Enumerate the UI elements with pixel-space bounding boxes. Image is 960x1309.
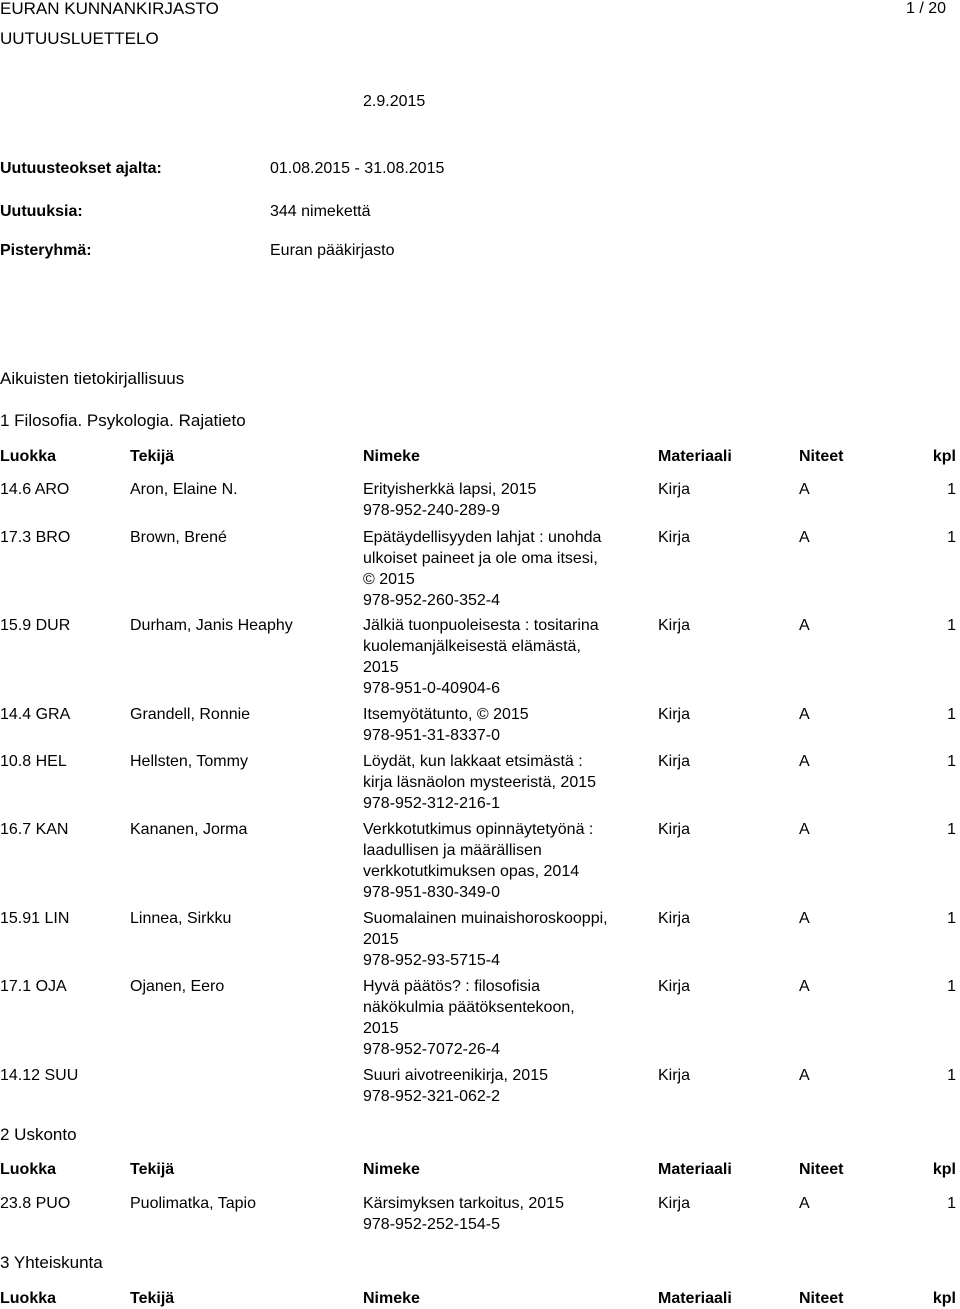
report-date: 2.9.2015 bbox=[363, 93, 426, 110]
row-tekija: Kananen, Jorma bbox=[130, 821, 248, 838]
row-tekija: Hellsten, Tommy bbox=[130, 753, 248, 770]
group-value: Euran pääkirjasto bbox=[270, 242, 395, 259]
category-title: 2 Uskonto bbox=[0, 1125, 77, 1144]
row-tekija: Linnea, Sirkku bbox=[130, 910, 232, 927]
col-tekija: Tekijä bbox=[130, 1290, 175, 1307]
row-kpl: 1 bbox=[947, 529, 956, 546]
col-niteet: Niteet bbox=[799, 448, 844, 465]
row-niteet: A bbox=[799, 529, 810, 546]
row-materiaali: Kirja bbox=[658, 821, 691, 838]
row-tekija: Puolimatka, Tapio bbox=[130, 1195, 256, 1212]
col-niteet: Niteet bbox=[799, 1161, 844, 1178]
row-nimeke: Jälkiä tuonpuoleisesta : tositarina kuolemanjälkeisestä elämästä, 2015 978-951-0-40904-6 bbox=[363, 617, 599, 697]
row-materiaali: Kirja bbox=[658, 706, 691, 723]
row-luokka: 17.1 OJA bbox=[0, 978, 67, 995]
row-luokka: 23.8 PUO bbox=[0, 1195, 71, 1212]
row-niteet: A bbox=[799, 1067, 810, 1084]
row-materiaali: Kirja bbox=[658, 753, 691, 770]
section-title: Aikuisten tietokirjallisuus bbox=[0, 369, 185, 388]
row-nimeke: Erityisherkkä lapsi, 2015 978-952-240-289-9 bbox=[363, 481, 537, 519]
page-indicator: 1 / 20 bbox=[905, 0, 946, 17]
row-kpl: 1 bbox=[947, 706, 956, 723]
row-niteet: A bbox=[799, 481, 810, 498]
col-luokka: Luokka bbox=[0, 448, 57, 465]
group-label: Pisteryhmä: bbox=[0, 242, 92, 259]
category-title: 3 Yhteiskunta bbox=[0, 1253, 103, 1272]
row-materiaali: Kirja bbox=[658, 1067, 691, 1084]
col-kpl: kpl bbox=[932, 1161, 956, 1178]
row-nimeke: Hyvä päätös? : filosofisia näkökulmia päätöksentekoon, 2015 978-952-7072-26-4 bbox=[363, 978, 575, 1058]
col-tekija: Tekijä bbox=[130, 1161, 175, 1178]
row-nimeke: Verkkotutkimus opinnäytetyönä : laadullisen ja määrällisen verkkotutkimuksen opas, 2014 978-951-830-349-0 bbox=[363, 821, 594, 901]
col-kpl: kpl bbox=[932, 448, 956, 465]
row-kpl: 1 bbox=[947, 481, 956, 498]
row-kpl: 1 bbox=[947, 617, 956, 634]
row-kpl: 1 bbox=[947, 978, 956, 995]
row-materiaali: Kirja bbox=[658, 529, 691, 546]
row-niteet: A bbox=[799, 753, 810, 770]
row-nimeke: Löydät, kun lakkaat etsimästä : kirja läsnäolon mysteeristä, 2015 978-952-312-216-1 bbox=[363, 753, 597, 812]
row-niteet: A bbox=[799, 978, 810, 995]
row-luokka: 15.9 DUR bbox=[0, 617, 71, 634]
list-title: UUTUUSLUETTELO bbox=[0, 29, 159, 48]
row-luokka: 15.91 LIN bbox=[0, 910, 70, 927]
row-luokka: 10.8 HEL bbox=[0, 753, 67, 770]
col-materiaali: Materiaali bbox=[658, 1290, 732, 1307]
col-luokka: Luokka bbox=[0, 1290, 57, 1307]
col-materiaali: Materiaali bbox=[658, 1161, 732, 1178]
row-nimeke: Suomalainen muinaishoroskooppi, 2015 978-952-93-5715-4 bbox=[363, 910, 608, 969]
row-tekija: Durham, Janis Heaphy bbox=[130, 617, 293, 634]
row-niteet: A bbox=[799, 910, 810, 927]
row-kpl: 1 bbox=[947, 1067, 956, 1084]
row-luokka: 14.4 GRA bbox=[0, 706, 71, 723]
row-luokka: 14.12 SUU bbox=[0, 1067, 79, 1084]
library-name: EURAN KUNNANKIRJASTO bbox=[0, 0, 219, 18]
row-nimeke: Epätäydellisyyden lahjat : unohda ulkoiset paineet ja ole oma itsesi, © 2015 978-952-260-352-4 bbox=[363, 529, 602, 609]
row-tekija: Brown, Brené bbox=[130, 529, 227, 546]
col-nimeke: Nimeke bbox=[363, 1161, 420, 1178]
col-materiaali: Materiaali bbox=[658, 448, 732, 465]
row-materiaali: Kirja bbox=[658, 978, 691, 995]
count-label: Uutuuksia: bbox=[0, 203, 83, 220]
count-value: 344 nimekettä bbox=[270, 203, 371, 220]
row-materiaali: Kirja bbox=[658, 481, 691, 498]
row-luokka: 16.7 KAN bbox=[0, 821, 69, 838]
row-kpl: 1 bbox=[947, 1195, 956, 1212]
col-tekija: Tekijä bbox=[130, 448, 175, 465]
col-nimeke: Nimeke bbox=[363, 448, 420, 465]
row-tekija: Aron, Elaine N. bbox=[130, 481, 238, 498]
row-niteet: A bbox=[799, 821, 810, 838]
row-nimeke: Kärsimyksen tarkoitus, 2015 978-952-252-154-5 bbox=[363, 1195, 564, 1233]
col-nimeke: Nimeke bbox=[363, 1290, 420, 1307]
col-luokka: Luokka bbox=[0, 1161, 57, 1178]
period-value: 01.08.2015 - 31.08.2015 bbox=[270, 160, 445, 177]
row-materiaali: Kirja bbox=[658, 910, 691, 927]
row-kpl: 1 bbox=[947, 821, 956, 838]
row-tekija: Grandell, Ronnie bbox=[130, 706, 251, 723]
col-kpl: kpl bbox=[932, 1290, 956, 1307]
row-niteet: A bbox=[799, 617, 810, 634]
row-niteet: A bbox=[799, 706, 810, 723]
row-niteet: A bbox=[799, 1195, 810, 1212]
row-nimeke: Itsemyötätunto, © 2015 978-951-31-8337-0 bbox=[363, 706, 529, 744]
category-title: 1 Filosofia. Psykologia. Rajatieto bbox=[0, 411, 246, 430]
row-tekija: Ojanen, Eero bbox=[130, 978, 225, 995]
row-luokka: 14.6 ARO bbox=[0, 481, 70, 498]
row-luokka: 17.3 BRO bbox=[0, 529, 71, 546]
row-materiaali: Kirja bbox=[658, 617, 691, 634]
row-kpl: 1 bbox=[947, 753, 956, 770]
col-niteet: Niteet bbox=[799, 1290, 844, 1307]
row-kpl: 1 bbox=[947, 910, 956, 927]
row-materiaali: Kirja bbox=[658, 1195, 691, 1212]
period-label: Uutuusteokset ajalta: bbox=[0, 160, 162, 177]
row-nimeke: Suuri aivotreenikirja, 2015 978-952-321-062-2 bbox=[363, 1067, 548, 1105]
